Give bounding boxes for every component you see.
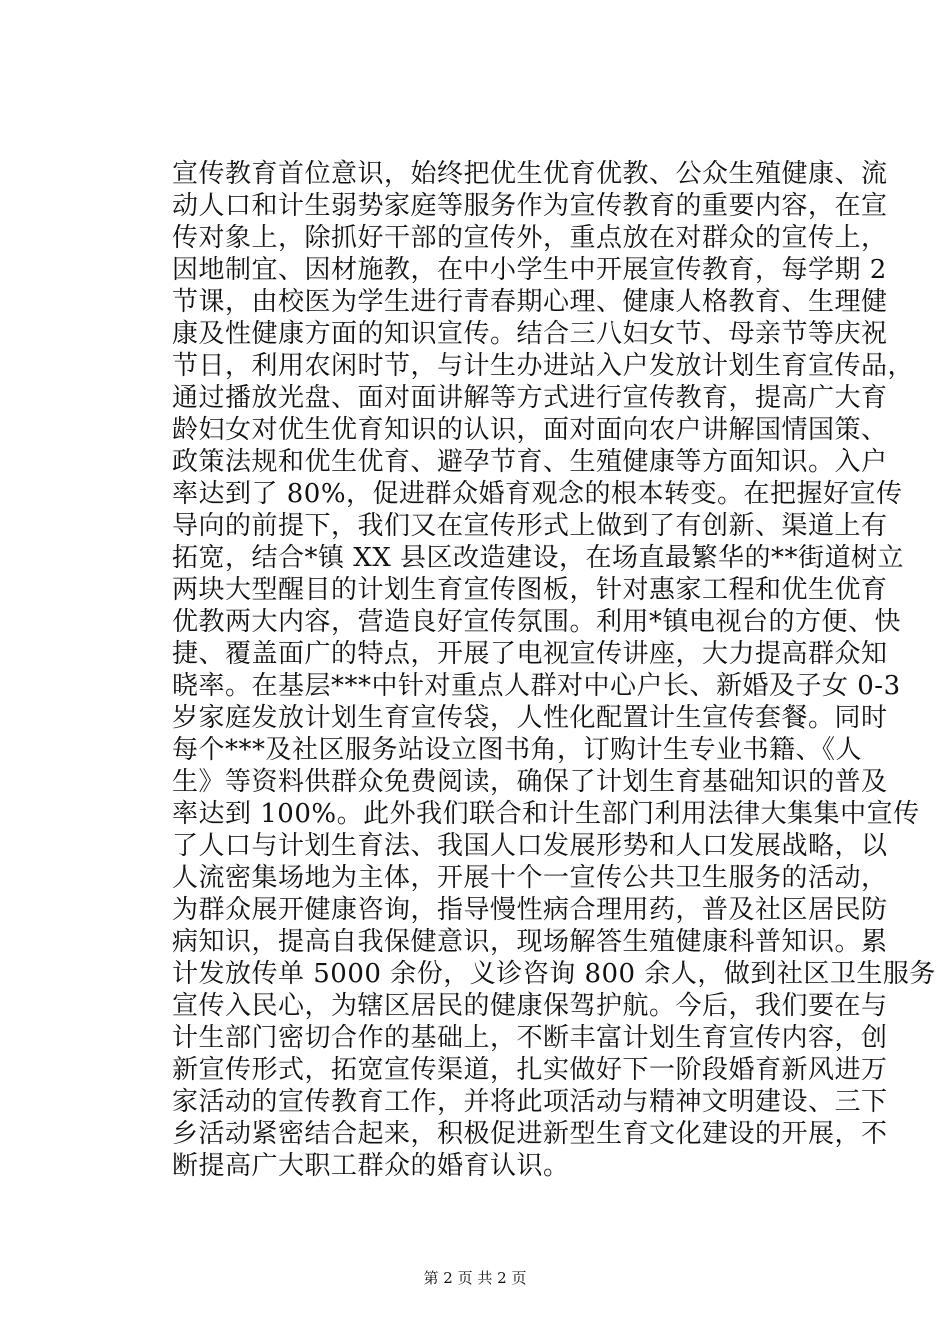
text-line: 宣传入民心，为辖区居民的健康保驾护航。今后，我们要在与 xyxy=(172,991,888,1021)
text-line: 了人口与计划生育法、我国人口发展形势和人口发展战略，以 xyxy=(172,831,888,861)
text-line: 优教两大内容，营造良好宣传氛围。利用*镇电视台的方便、快 xyxy=(172,607,902,637)
text-line: 新宣传形式，拓宽宣传渠道，扎实做好下一阶段婚育新风进万 xyxy=(172,1055,888,1085)
text-line: 率达到了 80%，促进群众婚育观念的根本转变。在把握好宣传 xyxy=(172,479,903,509)
text-line: 通过播放光盘、面对面讲解等方式进行宣传教育，提高广大育 xyxy=(172,383,888,413)
text-line: 传对象上，除抓好干部的宣传外，重点放在对群众的宣传上， xyxy=(172,223,888,253)
text-line: 动人口和计生弱势家庭等服务作为宣传教育的重要内容，在宣 xyxy=(172,191,888,221)
text-line: 节日，利用农闲时节，与计生办进站入户发放计划生育宣传品， xyxy=(172,351,915,381)
text-line: 因地制宜、因材施教，在中小学生中开展宣传教育，每学期 2 xyxy=(172,255,887,285)
text-line: 人流密集场地为主体，开展十个一宣传公共卫生服务的活动， xyxy=(172,863,888,893)
text-line: 计发放传单 5000 余份，义诊咨询 800 余人，做到社区卫生服务 xyxy=(172,959,936,989)
text-line: 两块大型醒目的计划生育宣传图板，针对惠家工程和优生优育 xyxy=(172,575,888,605)
text-line: 政策法规和优生优育、避孕节育、生殖健康等方面知识。入户 xyxy=(172,447,888,477)
text-line: 为群众展开健康咨询，指导慢性病合理用药，普及社区居民防 xyxy=(172,895,888,925)
text-line: 乡活动紧密结合起来，积极促进新型生育文化建设的开展，不 xyxy=(172,1119,888,1149)
text-line: 导向的前提下，我们又在宣传形式上做到了有创新、渠道上有 xyxy=(172,511,888,541)
text-line: 龄妇女对优生优育知识的认识，面对面向农户讲解国情国策、 xyxy=(172,415,888,445)
text-line: 节课，由校医为学生进行青春期心理、健康人格教育、生理健 xyxy=(172,287,888,317)
text-line: 晓率。在基层***中针对重点人群对中心户长、新婚及子女 0-3 xyxy=(172,671,901,701)
body-paragraph xyxy=(172,158,936,1182)
text-line: 病知识，提高自我保健意识，现场解答生殖健康科普知识。累 xyxy=(172,927,888,957)
text-line: 家活动的宣传教育工作，并将此项活动与精神文明建设、三下 xyxy=(172,1087,888,1117)
text-line: 每个***及社区服务站设立图书角，订购计生专业书籍、《人 xyxy=(172,735,863,765)
text-line: 岁家庭发放计划生育宣传袋，人性化配置计生宣传套餐。同时 xyxy=(172,703,888,733)
text-line: 率达到 100%。此外我们联合和计生部门利用法律大集集中宣传 xyxy=(172,799,920,829)
text-line: 拓宽，结合*镇 XX 县区改造建设，在场直最繁华的**街道树立 xyxy=(172,543,905,573)
text-line: 计生部门密切合作的基础上，不断丰富计划生育宣传内容，创 xyxy=(172,1023,888,1053)
text-line: 断提高广大职工群众的婚育认识。 xyxy=(172,1151,570,1181)
page-number-footer: 第 2 页 共 2 页 xyxy=(423,1269,527,1287)
text-line: 捷、覆盖面广的特点，开展了电视宣传讲座，大力提高群众知 xyxy=(172,639,888,669)
text-line: 生》等资料供群众免费阅读，确保了计划生育基础知识的普及 xyxy=(172,767,888,797)
text-line: 宣传教育首位意识，始终把优生优育优教、公众生殖健康、流 xyxy=(172,159,888,189)
text-line: 康及性健康方面的知识宣传。结合三八妇女节、母亲节等庆祝 xyxy=(172,319,888,349)
